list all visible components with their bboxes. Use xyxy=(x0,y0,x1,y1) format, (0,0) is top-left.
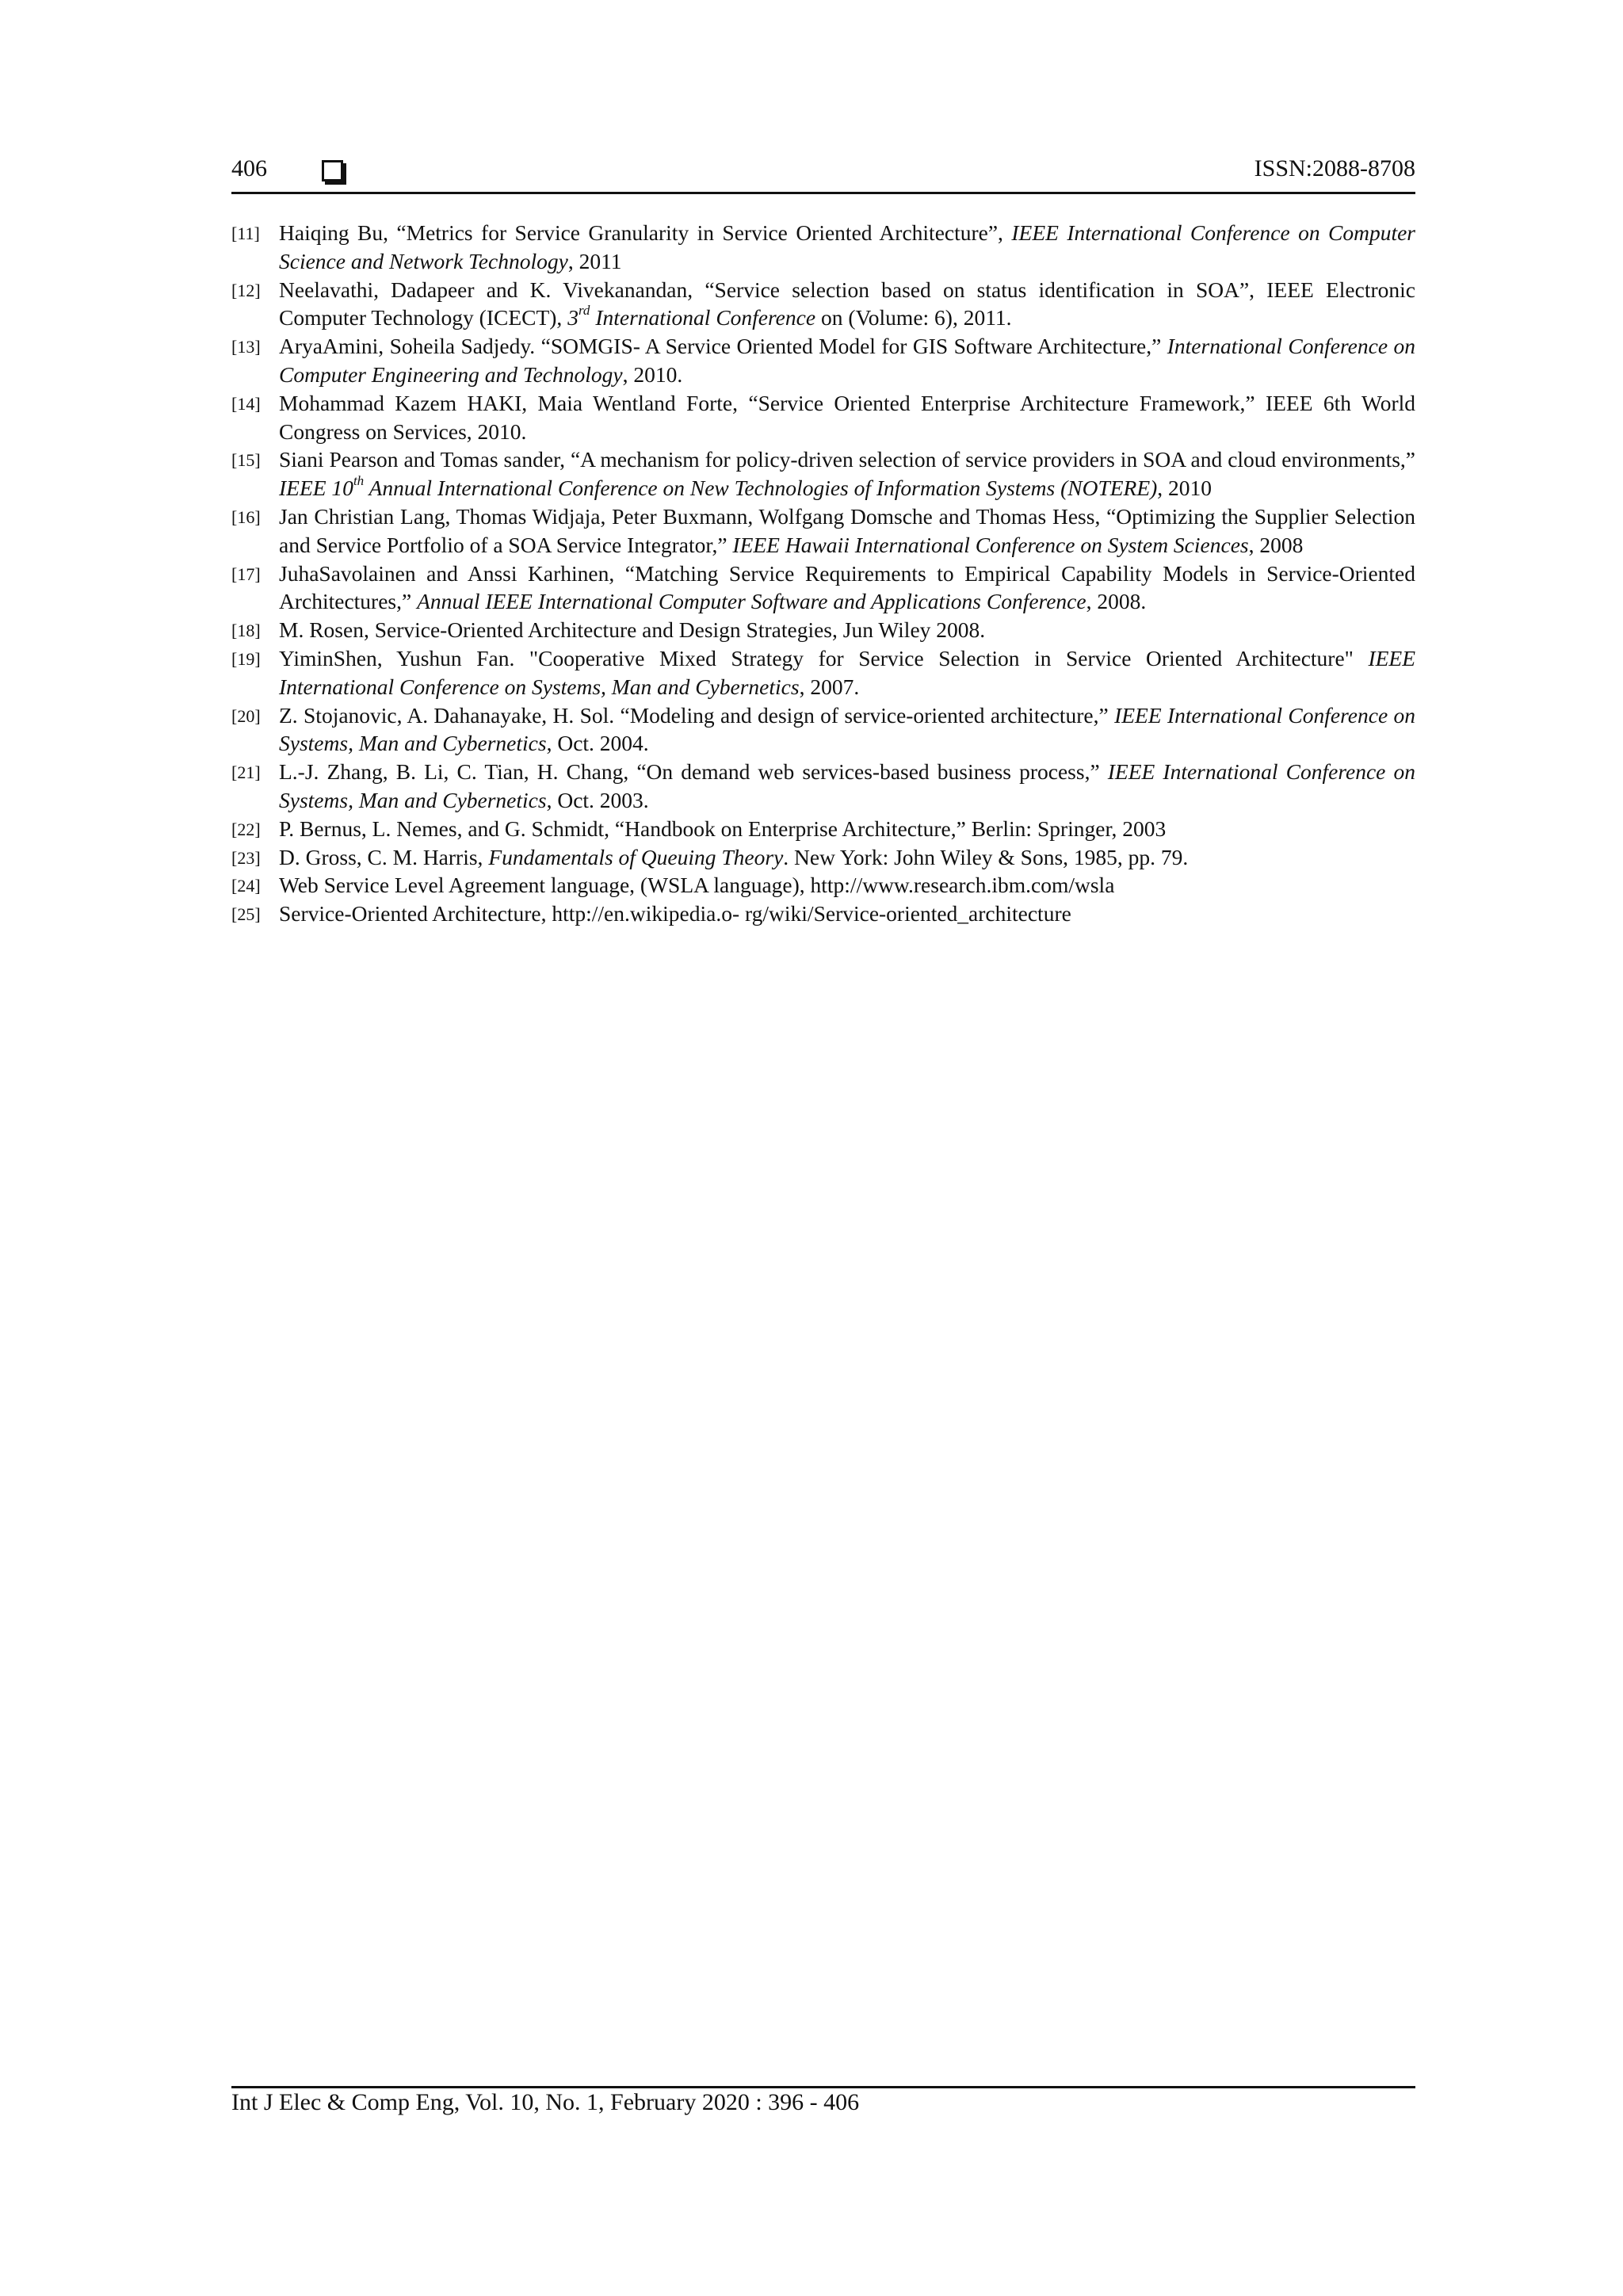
issn-label: ISSN:2088-8708 xyxy=(1254,155,1415,181)
reference-number: [12] xyxy=(231,280,261,300)
reference-venue: Annual International Conference on New Technologies of Information Systems (NOTERE) xyxy=(364,476,1158,501)
reference-venue: Fundamentals of Queuing Theory xyxy=(488,844,784,869)
reference-item xyxy=(231,502,1415,560)
reference-venue: International Conference xyxy=(590,305,816,330)
reference-item xyxy=(231,219,1415,276)
reference-number: [16] xyxy=(231,506,261,527)
reference-suffix: , Oct. 2003. xyxy=(546,787,649,812)
reference-suffix: , Oct. 2004. xyxy=(546,731,649,756)
reference-item xyxy=(231,701,1415,758)
page-number: 406 xyxy=(231,155,267,181)
reference-venue: Annual IEEE International Computer Software and Applications Conference xyxy=(417,589,1086,614)
reference-item xyxy=(231,843,1415,872)
reference-text: Haiqing Bu, “Metrics for Service Granularity in Service Oriented Architecture”, xyxy=(279,220,1012,245)
reference-item xyxy=(231,644,1415,701)
reference-number: [17] xyxy=(231,563,261,584)
reference-item xyxy=(231,900,1415,928)
reference-number: [20] xyxy=(231,705,261,726)
reference-suffix: , 2007. xyxy=(799,674,860,699)
reference-item xyxy=(231,758,1415,815)
reference-number: [19] xyxy=(231,648,261,669)
reference-venue: IEEE Hawaii International Conference on System Sciences xyxy=(732,532,1249,557)
reference-text: AryaAmini, Soheila Sadjedy. “SOMGIS- A Service Oriented Model for GIS Software Architecture,” xyxy=(279,334,1167,359)
reference-list xyxy=(231,219,1415,928)
reference-suffix: . New York: John Wiley & Sons, 1985, pp. 79. xyxy=(783,844,1189,869)
page-header xyxy=(231,151,1415,194)
reference-text: YiminShen, Yushun Fan. "Cooperative Mixed Strategy for Service Selection in Service Oriented Architecture" xyxy=(279,645,1369,670)
reference-ordinal: IEEE 10 xyxy=(279,476,353,501)
square-box-icon xyxy=(322,160,343,181)
reference-text: Z. Stojanovic, A. Dahanayake, H. Sol. “Modeling and design of service-oriented architecture,” xyxy=(279,702,1115,728)
reference-number: [18] xyxy=(231,621,261,641)
reference-number: [24] xyxy=(231,876,261,896)
reference-number: [22] xyxy=(231,819,261,839)
reference-text: P. Bernus, L. Nemes, and G. Schmidt, “Handbook on Enterprise Architecture,” Berlin: Springer, 2003 xyxy=(279,816,1167,841)
reference-number: [11] xyxy=(231,223,260,243)
reference-suffix: , 2008. xyxy=(1086,589,1147,614)
reference-venue: IEEE International Conference on Systems, Man and Cybernetics xyxy=(279,645,1415,699)
reference-text: JuhaSavolainen and Anssi Karhinen, “Matching Service Requirements to Empirical Capability Models in Service-Oriented Architectures,” xyxy=(279,560,1415,614)
reference-item xyxy=(231,560,1415,617)
reference-suffix: on (Volume: 6), 2011. xyxy=(815,305,1012,330)
journal-footer: Int J Elec & Comp Eng, Vol. 10, No. 1, February 2020 : 396 - 406 xyxy=(231,2089,860,2115)
reference-item xyxy=(231,276,1415,333)
reference-item xyxy=(231,815,1415,843)
reference-item xyxy=(231,616,1415,644)
reference-venue: IEEE International Conference on Systems, Man and Cybernetics xyxy=(279,759,1415,812)
reference-text: Neelavathi, Dadapeer and K. Vivekanandan, “Service selection based on status identification in SOA”, IEEE Electronic Computer Technology (ICECT), xyxy=(279,277,1415,330)
reference-venue: IEEE International Conference on Computer Science and Network Technology xyxy=(279,220,1415,273)
reference-number: [13] xyxy=(231,337,261,357)
footer-divider xyxy=(231,2086,1415,2088)
reference-suffix: , 2011 xyxy=(567,248,622,273)
reference-superscript: th xyxy=(353,473,365,489)
reference-venue: International Conference on Computer Engineering and Technology xyxy=(279,334,1415,387)
reference-venue: IEEE International Conference on Systems, Man and Cybernetics xyxy=(279,702,1415,756)
reference-text: Jan Christian Lang, Thomas Widjaja, Peter Buxmann, Wolfgang Domsche and Thomas Hess, “Optimizing the Supplier Selection and Service Portfolio of a SOA Service Integrator,” xyxy=(279,503,1415,557)
reference-text: Web Service Level Agreement language, (WSLA language), http://www.research.ibm.com/wsla xyxy=(279,873,1115,898)
reference-number: [21] xyxy=(231,762,261,783)
reference-text: Service-Oriented Architecture, http://en.wikipedia.o- rg/wiki/Service-oriented_architecture xyxy=(279,901,1071,926)
reference-suffix: , 2010. xyxy=(622,361,683,387)
reference-text: L.-J. Zhang, B. Li, C. Tian, H. Chang, “On demand web services-based business process,” xyxy=(279,759,1108,785)
reference-text: D. Gross, C. M. Harris, xyxy=(279,844,489,869)
reference-item xyxy=(231,332,1415,389)
reference-text: Siani Pearson and Tomas sander, “A mechanism for policy-driven selection of service providers in SOA and cloud environments,” xyxy=(279,447,1415,472)
reference-number: [14] xyxy=(231,393,261,414)
reference-suffix: , 2010 xyxy=(1157,476,1212,501)
reference-item xyxy=(231,445,1415,502)
reference-number: [23] xyxy=(231,847,261,868)
reference-text: M. Rosen, Service-Oriented Architecture and Design Strategies, Jun Wiley 2008. xyxy=(279,617,986,643)
reference-item xyxy=(231,871,1415,900)
reference-text: Mohammad Kazem HAKI, Maia Wentland Forte, “Service Oriented Enterprise Architecture Framework,” IEEE 6th World Congress on Services, 2010. xyxy=(279,390,1415,444)
reference-number: [15] xyxy=(231,450,261,471)
reference-item xyxy=(231,389,1415,446)
reference-ordinal: 3 xyxy=(567,305,579,330)
reference-number: [25] xyxy=(231,904,261,925)
reference-suffix: , 2008 xyxy=(1248,532,1304,557)
reference-superscript: rd xyxy=(578,303,590,319)
